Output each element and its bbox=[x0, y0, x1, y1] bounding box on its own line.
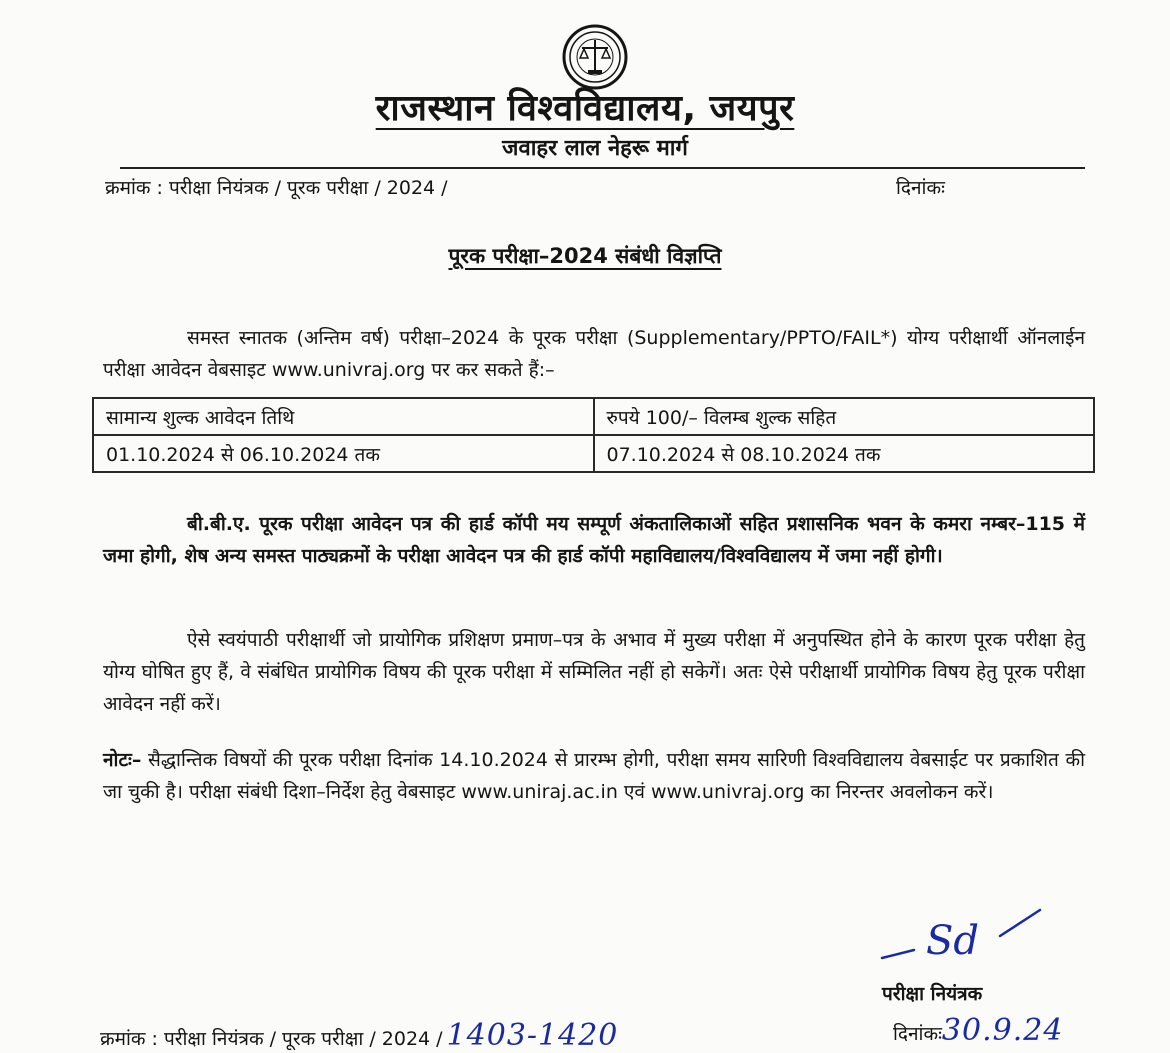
paragraph-eligibility: समस्त स्नातक (अन्तिम वर्ष) परीक्षा–2024 के पूरक परीक्षा (Supplementary/PPTO/FAIL*) योग्य परीक्षार्थी ऑनलाईन परीक्षा आवेदन वेबसाइट www.univraj.org पर कर सकते हैं:– bbox=[103, 327, 1085, 381]
university-seal-logo bbox=[562, 24, 628, 90]
table-cell: सामान्य शुल्क आवेदन तिथि bbox=[93, 398, 594, 435]
handwritten-date: 30.9.24 bbox=[941, 1013, 1064, 1048]
fee-schedule-table bbox=[92, 397, 1095, 473]
paragraph-bba-submission: बी.बी.ए. पूरक परीक्षा आवेदन पत्र की हार्ड कॉपी मय सम्पूर्ण अंकतालिकाओं सहित प्रशासनिक भवन के कमरा नम्बर–115 में जमा होगी, शेष अन्य समस्त पाठ्यक्रमों के परीक्षा आवेदन पत्र की हार्ड कॉपी महाविद्यालय/विश्वविद्यालय में जमा नहीं होगी। bbox=[103, 513, 1085, 567]
notice-heading: पूरक परीक्षा–2024 संबंधी विज्ञप्ति bbox=[448, 244, 722, 268]
table-cell: 07.10.2024 से 08.10.2024 तक bbox=[594, 435, 1095, 472]
note-text: सैद्धान्तिक विषयों की पूरक परीक्षा दिनांक 14.10.2024 से प्रारम्भ होगी, परीक्षा समय सारिणी विश्वविद्यालय वेबसाईट पर प्रकाशित की जा चुकी है। परीक्षा संबंधी दिशा–निर्देश हेतु वेबसाइट www.uniraj.ac.in एवं www.univraj.org का निरन्तर अवलोकन करें। bbox=[103, 749, 1085, 803]
handwritten-reference-number: 1403-1420 bbox=[446, 1018, 619, 1053]
reference-number: क्रमांक : परीक्षा नियंत्रक / पूरक परीक्षा / 2024 / bbox=[105, 177, 448, 199]
footer-date bbox=[893, 1013, 1063, 1048]
university-address: जवाहर लाल नेहरू मार्ग bbox=[502, 136, 688, 161]
signature-text: Sd bbox=[926, 918, 980, 964]
table-row bbox=[93, 398, 1094, 435]
paragraph-private-candidates: ऐसे स्वयंपाठी परीक्षार्थी जो प्रायोगिक प्रशिक्षण प्रमाण–पत्र के अभाव में मुख्य परीक्षा में अनुपस्थित होने के कारण पूरक परीक्षा हेतु योग्य घोषित हुए हैं, वे संबंधित प्रायोगिक विषय की पूरक परीक्षा में सम्मिलित नहीं हो सकेगें। अतः ऐसे परीक्षार्थी प्रायोगिक विषय हेतु पूरक परीक्षा आवेदन नहीं करें। bbox=[103, 629, 1085, 715]
table-cell: 01.10.2024 से 06.10.2024 तक bbox=[93, 435, 594, 472]
header-divider bbox=[120, 167, 1085, 169]
footer-date-label: दिनांकः bbox=[893, 1023, 942, 1045]
date-label: दिनांकः bbox=[896, 177, 945, 199]
footer-reference bbox=[100, 1018, 618, 1053]
paragraph-note bbox=[103, 744, 1085, 808]
note-label: नोटः– bbox=[103, 749, 142, 771]
signature-mark bbox=[880, 900, 1050, 970]
table-row bbox=[93, 435, 1094, 472]
table-cell: रुपये 100/– विलम्ब शुल्क सहित bbox=[594, 398, 1095, 435]
signer-designation: परीक्षा नियंत्रक bbox=[882, 983, 983, 1005]
footer-reference-label: क्रमांक : परीक्षा नियंत्रक / पूरक परीक्षा / 2024 / bbox=[100, 1028, 443, 1050]
university-title: राजस्थान विश्वविद्यालय, जयपुर bbox=[375, 88, 795, 129]
